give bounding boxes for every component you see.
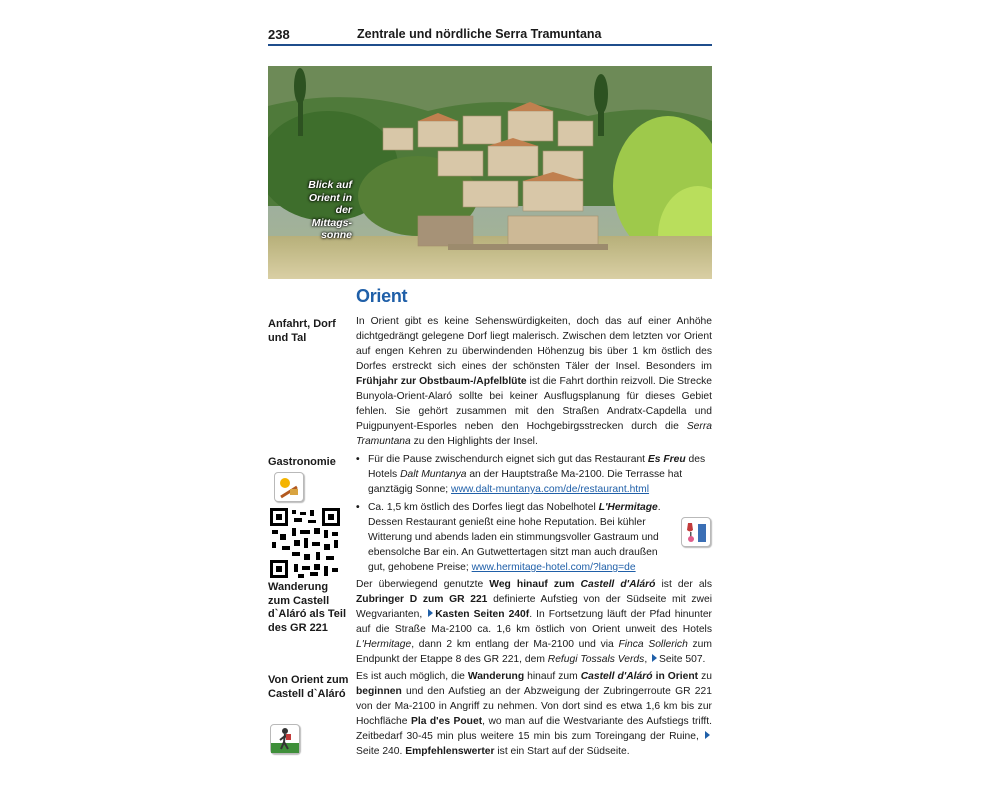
page-header: [268, 22, 712, 46]
paragraph-aufstieg: Der überwiegend genutzte Weg hinauf zum Castell d'Aláró ist der als Zubringer D zum GR 221 definierte Aufstieg von der Südseite mit zwei Wegvarianten, Kasten Seiten 240f. In Fortsetzung läuft der Pfad hinunter auf die Straße Ma-2100 ca. 1,6 km östlich von Orient unweit des Hotels L'Hermitage, dann 2 km entlang der Ma-2100 und via Finca Sollerich zum Endpunkt der Etappe 8 des GR 221, dem Refugi Tossals Verds, Seite 507.: [356, 579, 712, 665]
sidebar-gastronomie: Gastronomie: [268, 456, 336, 468]
restaurant-icon: [274, 472, 304, 502]
book-page: 238 Zentrale und nördliche Serra Tramuntana Blick auf Orient in der Mittags-sonne Orient Anfahrt, Dorf und Tal In Orient gibt es keine Sehenswürdigkeiten, doch das auf einer Anhöhe dichtgedrängt gelegene Dorf liegt malerisch. Zwischen dem letzten vor Orient auf engen Kehren zu überwindenden Höhenzug bis über 1 km östlich des Dorfes erstreckt sich eines der schönsten Täler der Insel. Besonders im Frühjahr zur Obstbaum-/Apfelblüte ist die Fahrt dorthin reizvoll. Die Strecke Bunyola-Orient-Alaró sollte bei keiner Ausflugsplanung für dieses Gebiet fehlen. Sie gehört zusammen mit den Straßen Andratx-Capdella und Puigpunyent-Esporles neben den Hochgebirgsstrecken durch die Serra Tramuntana zu den Highlights der Insel. Gastronomie • Für die Pause zwischendurch eignet sich gut das Restaurant Es Freu des Hotels Dalt Muntanya an der Hauptstraße Ma-2100. Die Terrasse hat ganztägig Sonne; www.dalt-muntanya.com/de/restaurant.html • Ca. 1,5 km östlich des Dorfes liegt das Nobelhotel L'Hermitage. Dessen Restaurant genießt eine hohe Reputation. Bei kühler Witterung und abends laden ein stimmungsvoller Gastraum und ebensolche Bar ein. An Gutwettertagen sitzt man auch draußen gut, gehobene Preise; www.hermitage-hotel.com/?lang=de Wanderung zum Castell d`Aláró als Teil des GR 221 Der überwiegend genutzte Weg hinauf zum Castell d'Aláró ist der als Zubringer D zum GR 221 definierte Aufstieg von der Südseite mit zwei Wegvarianten, Kasten Seiten 240f. In Fortsetzung läuft der Pfad hinunter auf die Straße Ma-2100 ca. 1,6 km östlich von Orient unweit des Hotels L'Hermitage, dann 2 km entlang der Ma-2100 und via Finca Sollerich zum Endpunkt der Etappe 8 des GR 221, dem Refugi Tossals Verds, Seite 507. Von Orient zum Castell d`Aláró Es ist auch möglich, die Wanderung hinauf zum Castell d'Aláró in Orient zu beginnen und den Aufstieg an der Abzweigung der Zubringerroute GR 221 von der Ma-2100 in Angriff zu nehmen. Von dort sind es etwa 1,6 km bis zur Hochfläche Pla d'es Pouet, wo man auf die Westvariante des Aufstiegs trifft. Zeitbedarf 30-45 min plus weitere 15 min bis zum Toreingang der Ruine, Seite 240. Empfehlenswerter ist ein Start auf der Südseite.: [268, 22, 712, 46]
cross-reference-arrow-icon: [428, 609, 433, 617]
village-photo: [268, 66, 712, 279]
section-title: Orient: [356, 286, 408, 306]
photo-caption: Blick auf Orient in der Mittags-sonne: [308, 179, 352, 241]
page-number: 238: [268, 27, 290, 42]
cross-reference-arrow-icon: [705, 731, 710, 739]
sidebar-anfahrt: Anfahrt, Dorf und Tal: [268, 318, 336, 344]
dalt-muntanya-link[interactable]: www.dalt-muntanya.com/de/restaurant.html: [451, 484, 650, 495]
paragraph-start-orient: Es ist auch möglich, die Wanderung hinauf zum Castell d'Aláró in Orient zu beginnen und den Aufstieg an der Abzweigung der Zubringerroute GR 221 von der Ma-2100 in Angriff zu nehmen. Von dort sind es etwa 1,6 km bis zur Hochfläche Pla d'es Pouet, wo man auf die Westvariante des Aufstiegs trifft. Zeitbedarf 30-45 min plus weitere 15 min bis zum Toreingang der Ruine, Seite 240. Empfehlenswerter ist ein Start auf der Südseite.: [356, 671, 712, 757]
sidebar-von-orient: Von Orient zum Castell d`Aláró: [268, 674, 349, 700]
hermitage-link[interactable]: www.hermitage-hotel.com/?lang=de: [471, 562, 636, 573]
hiker-icon: [270, 724, 300, 754]
paragraph-intro: In Orient gibt es keine Sehenswürdigkeiten, doch das auf einer Anhöhe dichtgedrängt gelegene Dorf liegt malerisch. Zwischen dem letzten vor Orient auf engen Kehren zu überwindenden Höhenzug bis über 1 km östlich des Dorfes erstreckt sich eines der schönsten Täler der Insel. Besonders im Frühjahr zur Obstbaum-/Apfelblüte ist die Fahrt dorthin reizvoll. Die Strecke Bunyola-Orient-Alaró sollte bei keiner Ausflugsplanung für dieses Gebiet fehlen. Sie gehört zusammen mit den Straßen Andratx-Capdella und Puigpunyent-Esporles neben den Hochgebirgsstrecken durch die Serra Tramuntana zu den Highlights der Insel.: [356, 316, 712, 447]
sidebar-wanderung: Wanderung zum Castell d`Aláró als Teil des GR 221: [268, 581, 347, 634]
running-title: Zentrale und nördliche Serra Tramuntana: [357, 27, 602, 41]
hotel-icon: [681, 517, 711, 547]
qr-code-icon: [270, 508, 340, 578]
cross-reference-arrow-icon: [652, 654, 657, 662]
